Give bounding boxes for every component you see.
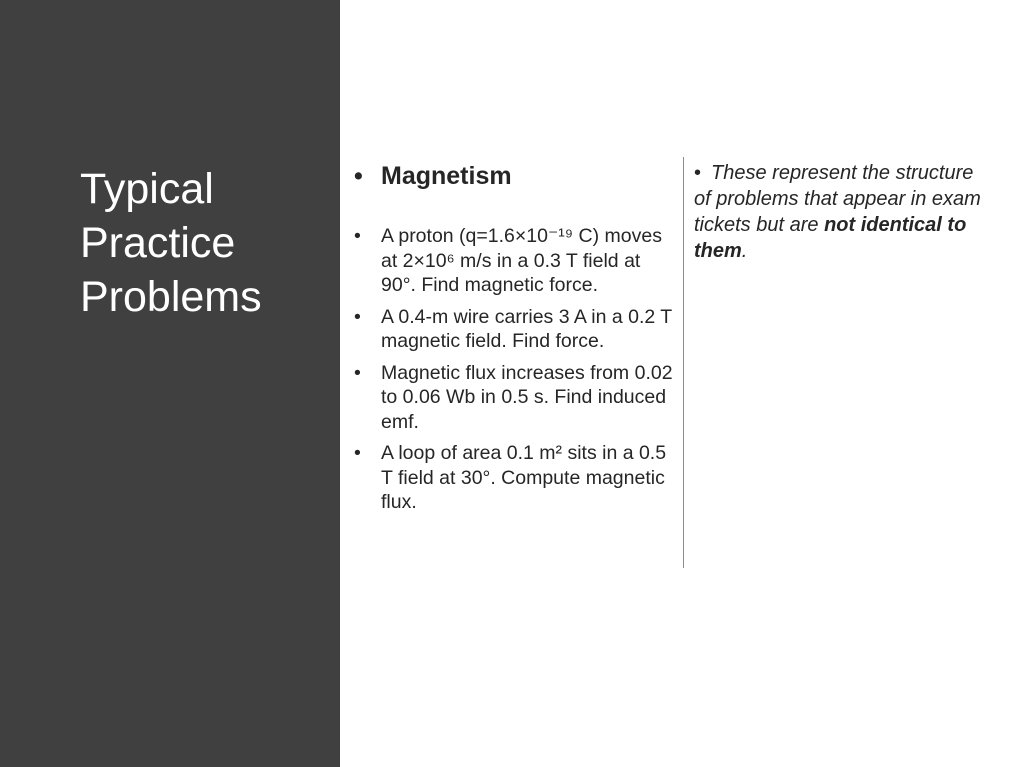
problem-text: A loop of area 0.1 m² sits in a 0.5 T field at 30°. Compute magnetic flux. — [381, 442, 667, 513]
problem-text: A 0.4-m wire carries 3 A in a 0.2 T magnetic field. Find force. — [381, 305, 672, 352]
bullet-icon: • — [354, 442, 361, 464]
problem-item — [354, 441, 676, 515]
section-heading-label: Magnetism — [381, 162, 512, 190]
bullet-icon: • — [354, 225, 361, 247]
note-column — [694, 160, 984, 264]
bullet-icon: • — [354, 305, 361, 328]
title-panel — [0, 0, 340, 767]
problem-item — [354, 224, 676, 298]
problem-text: A proton (q=1.6×10⁻¹⁹ C) moves at 2×10⁶ m/s in a 0.3 T field at 90°. Find magnetic force. — [381, 225, 662, 296]
problem-text: Magnetic flux increases from 0.02 to 0.06 Wb in 0.5 s. Find induced emf. — [381, 361, 673, 433]
problem-item — [354, 305, 676, 354]
bullet-icon: • — [694, 162, 702, 184]
problems-column — [354, 158, 676, 522]
note-text: These represent the structure of problems that appear in exam tickets but are — [694, 162, 981, 236]
bullet-icon: • — [354, 162, 363, 190]
column-divider — [683, 157, 684, 568]
section-heading — [354, 158, 676, 194]
bullet-icon: • — [354, 361, 361, 384]
slide-title: Typical Practice Problems — [80, 165, 262, 321]
problem-item — [354, 361, 676, 435]
note-tail: . — [741, 240, 748, 262]
note-emphasis: not identical to them — [694, 214, 967, 262]
